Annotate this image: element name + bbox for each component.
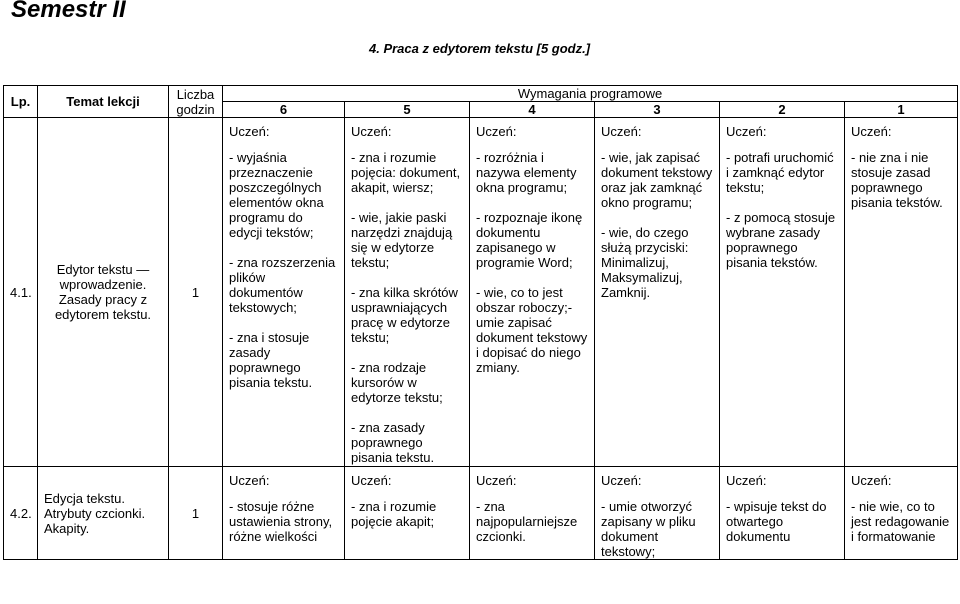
student-label: Uczeń:	[476, 124, 517, 139]
student-label: Uczeń:	[726, 124, 767, 139]
requirement-item: - rozpoznaje ikonę dokumentu zapisanego w programie Word;	[476, 210, 583, 270]
table-row	[4, 118, 958, 467]
header-requirements: Wymagania programowe	[223, 86, 958, 102]
requirement-cell	[345, 467, 470, 560]
requirements-table	[3, 85, 958, 560]
requirement-cell	[223, 118, 345, 467]
table-row	[4, 467, 958, 560]
student-label: Uczeń:	[601, 473, 642, 488]
student-label: Uczeń:	[851, 473, 892, 488]
row-lp: 4.1.	[4, 118, 38, 467]
student-label: Uczeń:	[351, 124, 392, 139]
header-lp: Lp.	[4, 86, 38, 118]
requirement-cell	[720, 118, 845, 467]
header-topic: Temat lekcji	[38, 86, 169, 118]
requirement-item: - potrafi uruchomić i zamknąć edytor tekstu;	[726, 150, 834, 195]
requirement-item: - zna kilka skrótów usprawniających pracę w edytorze tekstu;	[351, 285, 458, 345]
requirement-cell	[345, 118, 470, 467]
header-level-4: 4	[470, 102, 595, 118]
student-label: Uczeń:	[851, 124, 892, 139]
row-hours: 1	[169, 467, 223, 560]
requirement-item: - zna i stosuje zasady poprawnego pisania tekstu.	[229, 330, 313, 390]
requirement-item: - stosuje różne ustawienia strony, różne wielkości	[229, 499, 333, 544]
header-level-6: 6	[223, 102, 345, 118]
requirement-cell	[845, 467, 958, 560]
requirement-item: - nie wie, co to jest redagowanie i formatowanie	[851, 499, 950, 544]
requirement-item: - zna rodzaje kursorów w edytorze tekstu;	[351, 360, 443, 405]
student-label: Uczeń:	[476, 473, 517, 488]
requirement-item: - wie, jak zapisać dokument tekstowy oraz jak zamknąć okno programu;	[601, 150, 713, 210]
row-lp: 4.2.	[4, 467, 38, 560]
requirement-cell	[845, 118, 958, 467]
requirement-cell	[595, 118, 720, 467]
requirement-item: - rozróżnia i nazywa elementy okna programu;	[476, 150, 577, 195]
requirement-cell	[223, 467, 345, 560]
header-level-1: 1	[845, 102, 958, 118]
row-topic: Edycja tekstu. Atrybuty czcionki. Akapity.	[38, 467, 169, 560]
requirement-item: - umie otworzyć zapisany w pliku dokument tekstowy;	[601, 499, 696, 559]
student-label: Uczeń:	[351, 473, 392, 488]
student-label: Uczeń:	[229, 473, 270, 488]
requirement-item: - wie, co to jest obszar roboczy;- umie zapisać dokument tekstowy i dopisać do niego zmiany.	[476, 285, 588, 375]
header-hours: Liczba godzin	[169, 86, 223, 118]
requirement-cell	[595, 467, 720, 560]
section-heading: 4. Praca z edytorem tekstu [5 godz.]	[369, 41, 591, 56]
requirement-item: - zna rozszerzenia plików dokumentów tekstowych;	[229, 255, 336, 315]
student-label: Uczeń:	[726, 473, 767, 488]
header-level-5: 5	[345, 102, 470, 118]
requirement-item: - zna i rozumie pojęcie akapit;	[351, 499, 437, 529]
requirement-item: - zna zasady poprawnego pisania tekstu.	[351, 420, 435, 465]
requirement-item: - wpisuje tekst do otwartego dokumentu	[726, 499, 827, 544]
requirement-item: - zna najpopularniejsze czcionki.	[476, 499, 578, 544]
requirement-cell	[470, 467, 595, 560]
requirement-item: - z pomocą stosuje wybrane zasady poprawnego pisania tekstów.	[726, 210, 836, 270]
requirement-cell	[720, 467, 845, 560]
header-level-3: 3	[595, 102, 720, 118]
requirement-item: - wyjaśnia przeznaczenie poszczególnych elementów okna programu do edycji tekstów;	[229, 150, 324, 240]
header-level-2: 2	[720, 102, 845, 118]
requirement-item: - zna i rozumie pojęcia: dokument, akapit, wiersz;	[351, 150, 461, 195]
page-title: Semestr II	[11, 0, 126, 23]
row-topic: Edytor tekstu — wprowadzenie. Zasady pracy z edytorem tekstu.	[38, 118, 169, 467]
requirement-cell	[470, 118, 595, 467]
student-label: Uczeń:	[601, 124, 642, 139]
requirement-item: - wie, jakie paski narzędzi znajdują się w edytorze tekstu;	[351, 210, 453, 270]
row-hours: 1	[169, 118, 223, 467]
requirement-item: - nie zna i nie stosuje zasad poprawnego pisania tekstów.	[851, 150, 943, 210]
student-label: Uczeń:	[229, 124, 270, 139]
requirement-item: - wie, do czego służą przyciski: Minimalizuj, Maksymalizuj, Zamknij.	[601, 225, 689, 300]
